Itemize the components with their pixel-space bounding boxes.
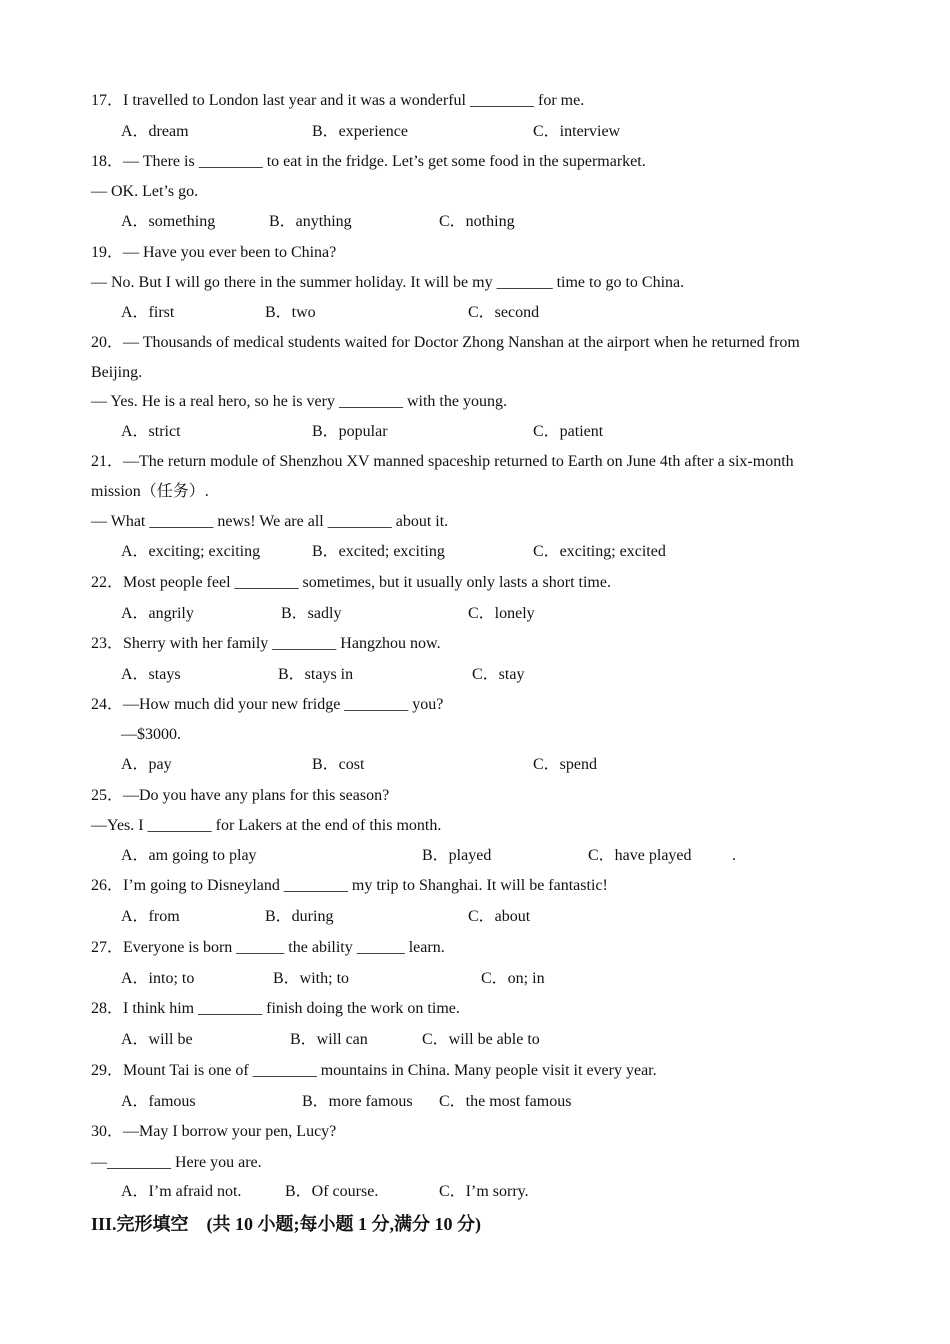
question-18-option-a: A．something (121, 213, 216, 230)
question-23-option-a: A．stays (121, 666, 181, 683)
question-29-option-b: B．more famous (302, 1093, 413, 1110)
question-28-option-c: C．will be able to (422, 1031, 540, 1048)
question-19-reply: — No. But I will go there in the summer holiday. It will be my _______ time to go to China. (91, 274, 685, 291)
question-27-option-a: A．into; to (121, 970, 195, 987)
question-22-option-b: B．sadly (281, 605, 342, 622)
question-28-option-b: B．will can (290, 1031, 368, 1048)
question-21-option-b: B．excited; exciting (312, 543, 445, 560)
question-18-stem: 18．— There is ________ to eat in the fridge. Let’s get some food in the supermarket. (91, 153, 646, 170)
question-20-option-b: B．popular (312, 423, 388, 440)
question-19-stem: 19．— Have you ever been to China? (91, 244, 337, 261)
question-30-option-c: C．I’m sorry. (439, 1183, 529, 1200)
question-30-reply: —________ Here you are. (91, 1154, 262, 1171)
question-25-option-b: B．played (422, 847, 492, 864)
question-17-option-c: C．interview (533, 123, 621, 140)
question-28-stem: 28．I think him ________ finish doing the work on time. (91, 1000, 460, 1017)
question-20-reply: — Yes. He is a real hero, so he is very ________ with the young. (91, 393, 507, 410)
question-21-option-c: C．exciting; excited (533, 543, 666, 560)
question-25-option-a: A．am going to play (121, 847, 257, 864)
question-26-stem: 26．I’m going to Disneyland ________ my trip to Shanghai. It will be fantastic! (91, 877, 608, 894)
question-29-option-c: C．the most famous (439, 1093, 572, 1110)
question-24-option-b: B．cost (312, 756, 365, 773)
question-21-reply: — What ________ news! We are all ________ about it. (91, 513, 449, 530)
question-25-stem: 25．—Do you have any plans for this season? (91, 787, 390, 804)
question-24-stem: 24．—How much did your new fridge ________ you? (91, 696, 444, 713)
question-24-option-a: A．pay (121, 756, 172, 773)
question-30-stem: 30．—May I borrow your pen, Lucy? (91, 1123, 337, 1140)
question-20-stem: 20．— Thousands of medical students waited for Doctor Zhong Nanshan at the airport when he returned from (91, 334, 800, 351)
question-26-option-c: C．about (468, 908, 531, 925)
question-27-option-b: B．with; to (273, 970, 350, 987)
question-27-option-c: C．on; in (481, 970, 545, 987)
question-21-stem-cont: mission（任务）. (91, 483, 209, 500)
question-22-option-a: A．angrily (121, 605, 194, 622)
question-22-option-c: C．lonely (468, 605, 535, 622)
question-19-option-c: C．second (468, 304, 540, 321)
question-24-option-c: C．spend (533, 756, 598, 773)
section-heading: III.完形填空 (共 10 小题;每小题 1 分,满分 10 分) (91, 1214, 481, 1234)
question-25-reply: —Yes. I ________ for Lakers at the end of this month. (91, 817, 442, 834)
question-19-option-a: A．first (121, 304, 175, 321)
question-28-option-a: A．will be (121, 1031, 193, 1048)
question-25-option-c: C．have played (588, 847, 692, 864)
question-17-stem: 17．I travelled to London last year and it was a wonderful ________ for me. (91, 92, 585, 109)
question-18-option-b: B．anything (269, 213, 352, 230)
question-24-reply: —$3000. (121, 726, 181, 743)
question-23-stem: 23．Sherry with her family ________ Hangzhou now. (91, 635, 441, 652)
question-20-option-a: A．strict (121, 423, 181, 440)
question-21-option-a: A．exciting; exciting (121, 543, 261, 560)
question-26-option-b: B．during (265, 908, 334, 925)
question-22-stem: 22．Most people feel ________ sometimes, but it usually only lasts a short time. (91, 574, 611, 591)
question-17-option-b: B．experience (312, 123, 408, 140)
question-18-reply: — OK. Let’s go. (91, 183, 199, 200)
question-23-option-b: B．stays in (278, 666, 354, 683)
question-19-option-b: B．two (265, 304, 316, 321)
question-25-trailing-period: . (732, 847, 736, 864)
question-26-option-a: A．from (121, 908, 180, 925)
question-23-option-c: C．stay (472, 666, 525, 683)
question-20-option-c: C．patient (533, 423, 604, 440)
question-29-option-a: A．famous (121, 1093, 196, 1110)
question-21-stem: 21．—The return module of Shenzhou XV manned spaceship returned to Earth on June 4th after a six-month (91, 453, 794, 470)
question-18-option-c: C．nothing (439, 213, 515, 230)
question-30-option-b: B．Of course. (285, 1183, 379, 1200)
question-20-stem-cont: Beijing. (91, 364, 143, 381)
question-27-stem: 27．Everyone is born ______ the ability ______ learn. (91, 939, 445, 956)
question-29-stem: 29．Mount Tai is one of ________ mountains in China. Many people visit it every year. (91, 1062, 657, 1079)
question-30-option-a: A．I’m afraid not. (121, 1183, 242, 1200)
question-17-option-a: A．dream (121, 123, 189, 140)
